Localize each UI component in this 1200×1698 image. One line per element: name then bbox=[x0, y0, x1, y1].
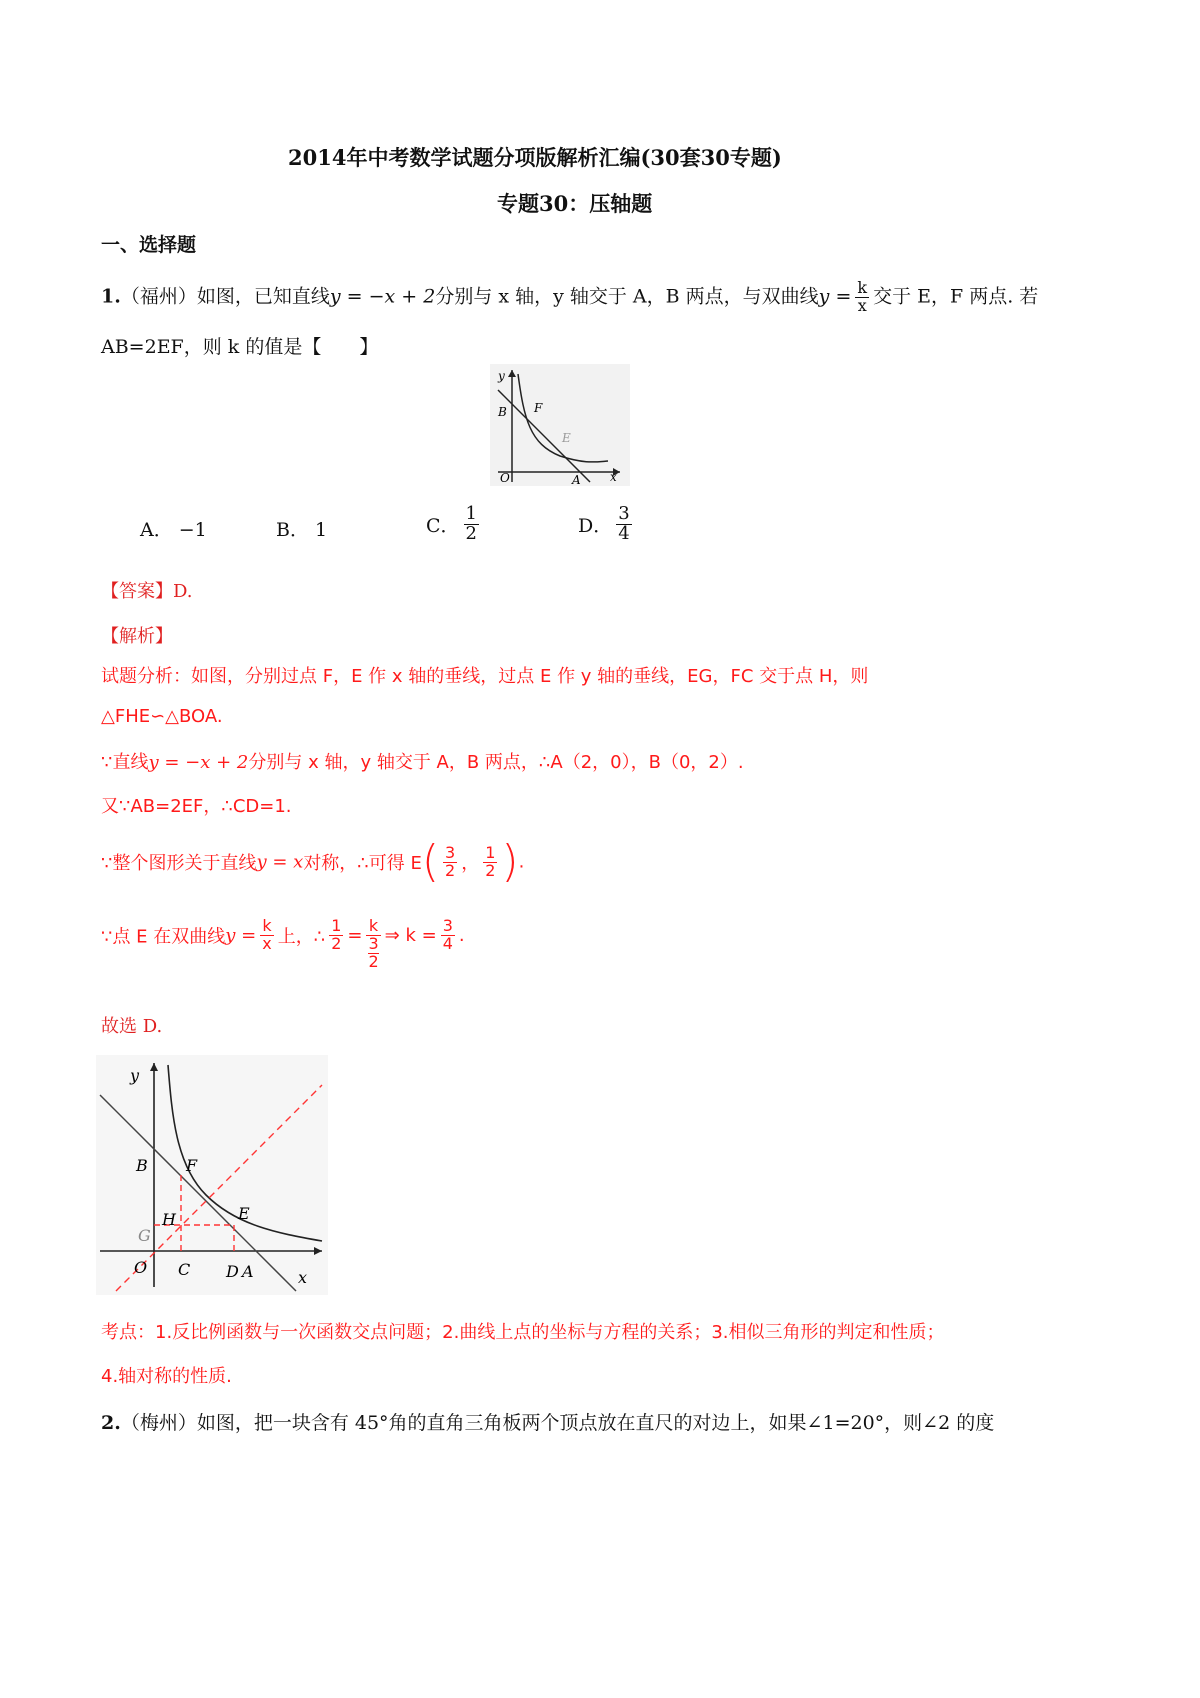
analysis-line-4: 又∵AB=2EF，∴CD=1. bbox=[101, 796, 292, 817]
svg-text:F: F bbox=[534, 401, 543, 415]
answer-line: 【答案】D. bbox=[101, 581, 193, 602]
svg-text:F: F bbox=[186, 1156, 198, 1175]
svg-text:E: E bbox=[562, 431, 571, 445]
question-2-number: 2. bbox=[101, 1412, 121, 1434]
svg-text:A: A bbox=[242, 1262, 254, 1281]
svg-text:H: H bbox=[162, 1210, 176, 1229]
svg-text:x: x bbox=[610, 470, 617, 484]
section-heading: 一、选择题 bbox=[101, 234, 197, 256]
option-b: B． 1 bbox=[276, 519, 328, 541]
svg-text:B: B bbox=[136, 1156, 148, 1175]
svg-text:A: A bbox=[572, 473, 581, 486]
document-title: 2014年中考数学试题分项版解析汇编(30套30专题) bbox=[288, 145, 782, 170]
svg-text:G: G bbox=[138, 1226, 151, 1245]
question-1-figure bbox=[490, 364, 630, 486]
analysis-line-6: ∵点 E 在双曲线y = $\frac{k}{x}$ 上，∴ $\frac{1}{2}$ = k 3 2 ⇒ k = $\frac{3}{4}$ . bbox=[101, 916, 465, 971]
question-1-line-1: 1.（福州）如图，已知直线y = −x + 2分别与 x 轴，y 轴交于 A，B 两点，与双曲线y = $\frac{k}{x}$ 交于 E，F 两点. 若 bbox=[101, 278, 1039, 315]
analysis-conclusion: 故选 D. bbox=[101, 1016, 163, 1037]
question-1-line-2: AB=2EF，则 k 的值是【 】 bbox=[101, 336, 379, 358]
question-2-line-1: 2.（梅州）如图，把一块含有 45°角的直角三角板两个顶点放在直尺的对边上，如果∠1=20°，则∠2 的度 bbox=[101, 1412, 995, 1434]
svg-text:B: B bbox=[498, 405, 507, 419]
keypoints-line-2: 4.轴对称的性质. bbox=[101, 1366, 232, 1387]
svg-text:C: C bbox=[178, 1260, 191, 1279]
document-subtitle: 专题30：压轴题 bbox=[497, 191, 653, 216]
question-1-number: 1. bbox=[101, 285, 121, 308]
option-d: D． $\frac{3}{4}$ bbox=[578, 503, 630, 544]
option-a: A． −1 bbox=[140, 519, 207, 541]
analysis-line-1: 试题分析：如图，分别过点 F，E 作 x 轴的垂线，过点 E 作 y 轴的垂线，EG，FC 交于点 H，则 bbox=[101, 666, 869, 687]
svg-text:O: O bbox=[134, 1258, 148, 1277]
analysis-line-5: ∵整个图形关于直线y = x对称，∴可得 E( $\frac{3}{2}$ ， $\frac{1}{2}$ ). bbox=[101, 836, 525, 887]
option-c: C． $\frac{1}{2}$ bbox=[426, 503, 477, 544]
solution-figure bbox=[96, 1055, 328, 1295]
svg-text:D: D bbox=[226, 1262, 239, 1281]
svg-text:y: y bbox=[130, 1066, 140, 1085]
svg-text:O: O bbox=[500, 471, 510, 485]
svg-text:E: E bbox=[238, 1204, 250, 1223]
analysis-line-2: △FHE∽△BOA. bbox=[101, 706, 223, 727]
svg-text:y: y bbox=[498, 369, 505, 383]
svg-text:x: x bbox=[298, 1268, 308, 1287]
hyperbola-fraction: $\frac{k}{x}$ bbox=[857, 278, 868, 315]
analysis-label: 【解析】 bbox=[101, 626, 173, 647]
keypoints-line-1: 考点：1.反比例函数与一次函数交点问题；2.曲线上点的坐标与方程的关系；3.相似三角形的判定和性质； bbox=[101, 1322, 945, 1343]
analysis-line-3: ∵直线y = −x + 2分别与 x 轴，y 轴交于 A，B 两点，∴A（2，0），B（0，2）. bbox=[101, 752, 744, 773]
